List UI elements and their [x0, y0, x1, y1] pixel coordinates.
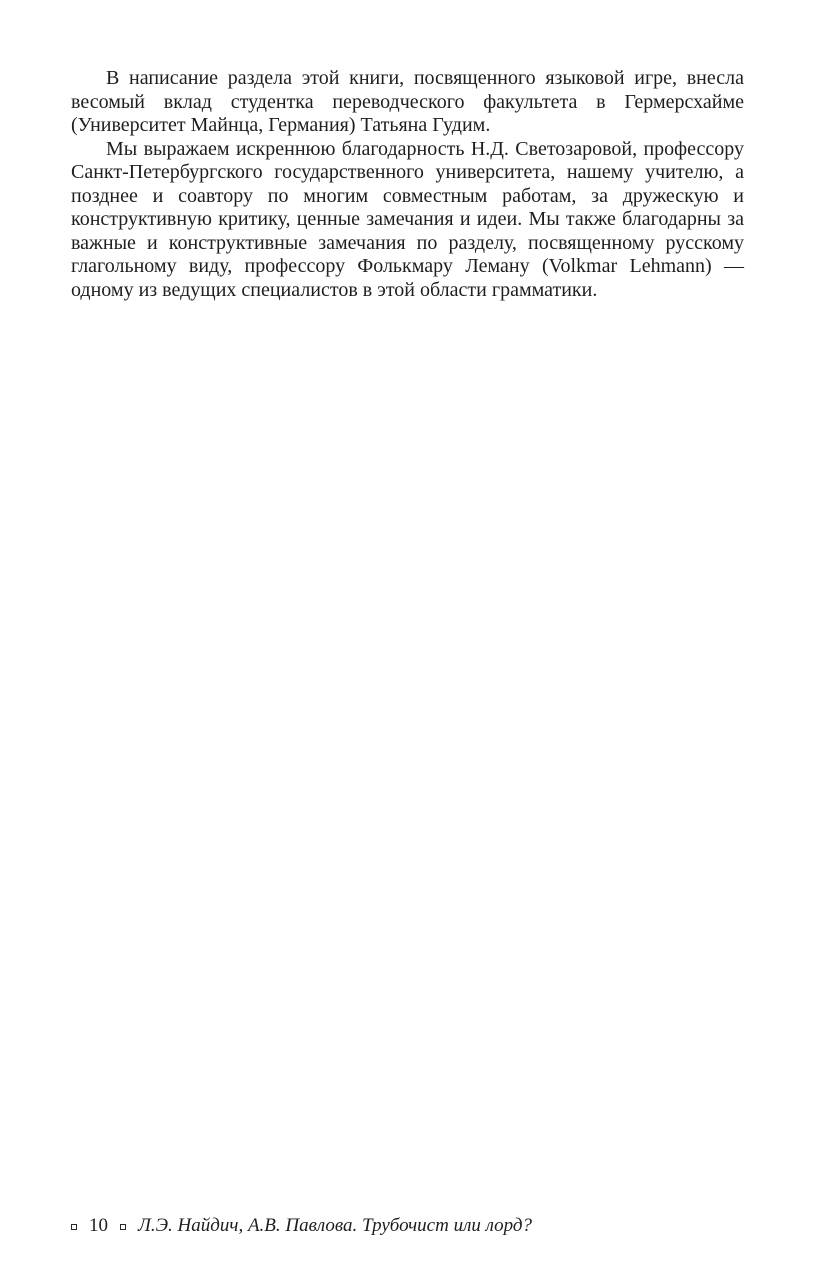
main-text [71, 67, 744, 302]
square-bullet-icon [120, 1224, 126, 1230]
page-footer [71, 1214, 744, 1238]
square-bullet-icon [71, 1224, 77, 1230]
acknowledgement-paragraph-1: В написание раздела этой книги, посвященного языковой игре, внесла весомый вклад студентка переводческого факультета в Гермерсхайме (Университет Майнца, Германия) Татьяна Гудим. [71, 67, 744, 136]
running-title: Л.Э. Найдич, А.В. Павлова. Трубочист или лорд? [138, 1215, 532, 1236]
page-number: 10 [89, 1215, 108, 1236]
acknowledgement-paragraph-2: Мы выражаем искреннюю благодарность Н.Д. Светозаровой, профессору Санкт-Петербургского государственного университета, нашему учителю, а позднее и соавтору по многим совместным работам, за дружескую и конструктивную критику, ценные замечания и идеи. Мы также благодарны за важные и конструктивные замечания по разделу, посвященному русскому глагольному виду, профессору Фолькмару Леману (Volkmar Lehmann) — одному из ведущих специалистов в этой области грамматики. [71, 137, 744, 301]
